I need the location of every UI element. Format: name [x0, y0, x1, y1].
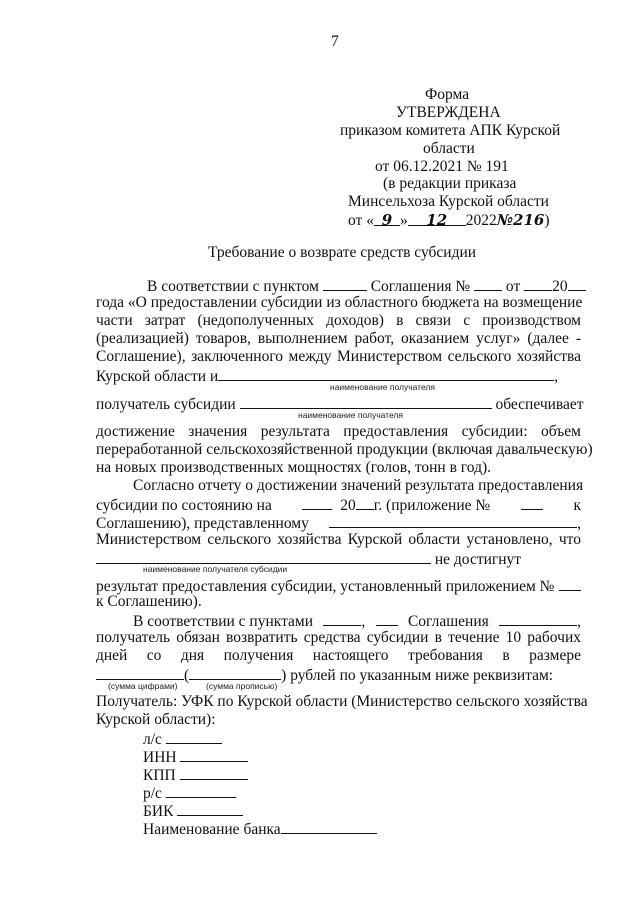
p1-line-3: части затрат (недополученных доходов) в связи с производством — [96, 312, 581, 329]
requisite-bank-name: Наименование банка — [143, 819, 377, 839]
date-mid: » — [399, 212, 408, 229]
date-suffix: ) — [544, 212, 550, 229]
amendment-date — [348, 211, 550, 230]
approval-line-4: (в редакции приказа — [383, 175, 517, 192]
blank-points-1 — [323, 611, 361, 626]
blank-recipient-name-2 — [240, 394, 492, 409]
approval-line-3: от 06.12.2021 № 191 — [375, 158, 509, 175]
handwritten-day: 9 — [381, 211, 393, 229]
caption-recipient-1: наименование получателя — [330, 382, 435, 392]
p1-line-9: переработанной сельскохозяйственной продукции (включая давальческую) — [96, 441, 593, 458]
requisite-kpp: КПП — [143, 765, 248, 785]
p3-line-2: получатель обязан возвратить средства субсидии в течение 10 рабочих — [96, 629, 581, 646]
caption-recipient-subsidy: наименование получателя субсидии — [143, 564, 288, 574]
p3-line-4: ( ) рублей по указанным ниже реквизитам: — [96, 665, 553, 685]
page-number: 7 — [331, 33, 339, 50]
date-year: 2022 — [465, 212, 497, 229]
blank-amount-words — [189, 665, 281, 680]
date-prefix: от « — [348, 212, 374, 229]
blank-report-year — [356, 495, 374, 510]
blank-recipient-subsidy — [96, 549, 431, 564]
document-title: Требование о возврате средств субсидии — [208, 244, 477, 261]
requisite-bik: БИК — [143, 801, 243, 821]
p1-line-1: В соответствии с пунктом Соглашения № от 20 — [147, 276, 586, 296]
approval-line-5: Минсельхоза Курской области — [348, 193, 549, 210]
blank-date — [524, 276, 552, 291]
blank-appendix-number — [521, 495, 543, 510]
p3-line-1: В соответствии с пунктами , Соглашения , — [133, 613, 581, 630]
p1-line-2: года «О предоставлении субсидии из областного бюджета на возмещение — [96, 294, 583, 311]
requisite-inn: ИНН — [143, 747, 248, 767]
caption-amount-digits: (сумма цифрами) — [108, 681, 178, 691]
form-label: Форма — [425, 86, 470, 103]
caption-recipient-2: наименование получателя — [298, 410, 403, 420]
blank-point — [323, 276, 367, 291]
p3-line-3: дней со дня получения настоящего требования в размере — [96, 647, 581, 664]
p1-line-8: достижение значения результата предоставления субсидии: объем — [96, 423, 581, 440]
p2-line-2: субсидии по состоянию на 20 г. (приложение № к — [96, 497, 581, 514]
blank-appendix-number-2 — [559, 576, 581, 591]
handwritten-number: 216 — [513, 211, 545, 229]
blank-points-2 — [376, 611, 398, 626]
blank-amount-digits — [96, 665, 184, 680]
p2-line-4: Министерством сельского хозяйства Курской области установлено, что — [96, 531, 581, 548]
approved-label: УТВЕРЖДЕНА — [396, 104, 501, 121]
blank-agreement-ref — [499, 611, 577, 626]
blank-submitted-by — [329, 513, 577, 528]
p1-line-5: Соглашение), заключенного между Министерством сельского хозяйства — [96, 348, 581, 365]
p2-line-7: к Соглашению). — [96, 593, 202, 610]
requisite-personal-account: л/с — [143, 729, 222, 749]
blank-recipient-name — [218, 366, 554, 381]
p1-line-7: получатель субсидии обеспечивает — [96, 396, 584, 413]
p1-line-4: (реализацией) товаров, выполнением работ, оказанием услуг» (далее - — [96, 330, 581, 347]
p2-line-3: Соглашению), представленному , — [96, 515, 581, 532]
p2-line-5: не достигнут — [96, 549, 521, 569]
p1-line-6: Курской области и , — [96, 368, 559, 385]
recipient-line-2: Курской области): — [96, 711, 216, 728]
approval-line-1: приказом комитета АПК Курской — [340, 122, 561, 139]
handwritten-month: 12 — [426, 211, 448, 229]
handwritten-number-sign: № — [496, 211, 514, 229]
caption-amount-words: (сумма прописью) — [206, 681, 278, 691]
approval-line-2: области — [423, 140, 475, 157]
p1-line-10: на новых производственных мощностях (голов, тонн в год). — [96, 459, 491, 476]
blank-year — [568, 276, 586, 291]
blank-agreement-number — [474, 276, 502, 291]
p2-line-1: Согласно отчету о достижении значений результата предоставления — [133, 477, 584, 494]
p2-line-6: результат предоставления субсидии, установленный приложением № — [96, 576, 581, 596]
recipient-line-1: Получатель: УФК по Курской области (Министерство сельского хозяйства — [96, 693, 588, 710]
requisite-settlement-account: р/с — [143, 783, 236, 803]
blank-report-date — [302, 495, 332, 510]
